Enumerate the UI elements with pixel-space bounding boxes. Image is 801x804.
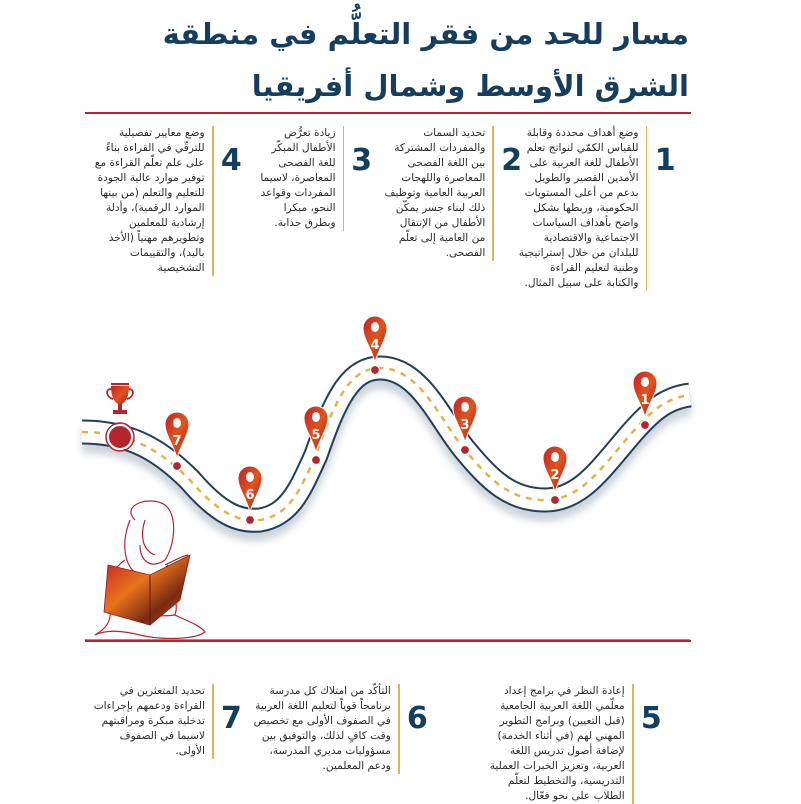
pin-dot	[371, 366, 380, 375]
pin-dot	[461, 446, 470, 455]
step-number: 6	[406, 701, 428, 736]
step-divider	[212, 684, 214, 759]
step-number: 2	[501, 143, 523, 178]
pin-dot	[551, 496, 560, 505]
pin-label: 1	[640, 393, 650, 408]
step-number: 4	[220, 143, 242, 178]
trophy-icon	[107, 383, 133, 414]
bottom-divider	[85, 640, 691, 642]
page-title: مسار للحد من فقر التعلُّم في منطقة الشرق الأوسط وشمال أفريقيا	[162, 17, 689, 103]
pin-dot	[246, 516, 255, 525]
pin-hole	[461, 402, 469, 412]
pin-dot	[173, 462, 182, 471]
pin-label: 7	[172, 434, 182, 449]
step-number: 5	[640, 701, 662, 736]
pin-hole	[173, 418, 181, 428]
pin-label: 4	[370, 338, 380, 353]
pin-hole	[246, 472, 254, 482]
step-divider	[632, 684, 634, 804]
step-text: التأكّد من امتلاك كل مدرسة برنامجاً قوياً لتعليم اللغة العربية في الصفوف الأولى مع تخصيص وقت كافٍ لذلك، والتوفيق بين مسؤوليات مديري المدرسة، ودعم المعلمين.	[253, 685, 391, 772]
book-icon	[104, 555, 190, 625]
pin-hole	[551, 452, 559, 462]
step-text: تحديد السمات والمفردات المشتركة بين اللغة الفصحى المعاصرة واللهجات العربية العامية وتوظيف ذلك لبناء جسر يمكّن الأطفال من الإنتقال من العامية إلى تعلّم الفصحى.	[384, 127, 486, 259]
step-number: 1	[654, 143, 676, 178]
pin-hole	[312, 412, 320, 422]
pin-label: 6	[245, 488, 255, 503]
step-text: إعادة النظر في برامج إعداد معلّمي اللغة العربية الجامعية (قبل التعيين) وبرامج التطوير المهني لهم (في أثناء الخدمة) لإضافة أصول تدريس اللغة العربية، وتعزيز الخبرات العملية التدريسية، والتخطيط لتعلّم الطلاب على نحو فعّال.	[489, 685, 625, 802]
step-text: زيادة تعرُّض الأطفال المبكّر للغة الفصحى المعاصرة، لاسيما المفردات وقواعد النحو، مبكرا وبطرق جذابة.	[260, 127, 336, 229]
pin-label: 3	[460, 418, 470, 433]
step-text: وضع معايير تفصيلية للترقّي في القراءة بناءً على علم تعلّم القراءة مع توفير موارد عالية الجودة للتعليم والتعلم (من بينها الموارد الرقمية)، وأدلة إرشادية للمعلمين وتطويرهم مهنياً (الأخذ باليد)، والتقييمات التشخيصية	[94, 127, 205, 274]
pin-dot	[641, 421, 650, 430]
pin-label: 5	[311, 428, 321, 443]
pin-hole	[641, 377, 649, 387]
step-divider	[398, 684, 400, 774]
pin-label: 2	[550, 468, 560, 483]
start-marker	[106, 423, 134, 451]
pin-hole	[371, 322, 379, 332]
pin-dot	[312, 456, 321, 465]
step-text: تحديد المتعثرين في القراءة ودعمهم بإجراءات تدخلية مبكرة ومراقبتهم لاسيما في الصفوف الأولى.	[93, 685, 205, 757]
step-text: وضع أهداف محددة وقابلة للقياس الكمّي لنواتج تعلم الأطفال للغة العربية على الأمدين القصير والطويل بدعم من أعلى المستويات الحكومية، وربطها بشكل واضح بأهداف السياسات الاجتماعية والاقتصادية للبلدان من خلال إستراتيجية وطنية لتعليم القراءة والكتابة على سبيل المثال.	[518, 127, 639, 289]
step-number: 7	[220, 701, 242, 736]
step-6	[249, 684, 429, 774]
step-5	[477, 684, 663, 804]
step-7	[93, 684, 243, 759]
step-number: 3	[351, 143, 373, 178]
